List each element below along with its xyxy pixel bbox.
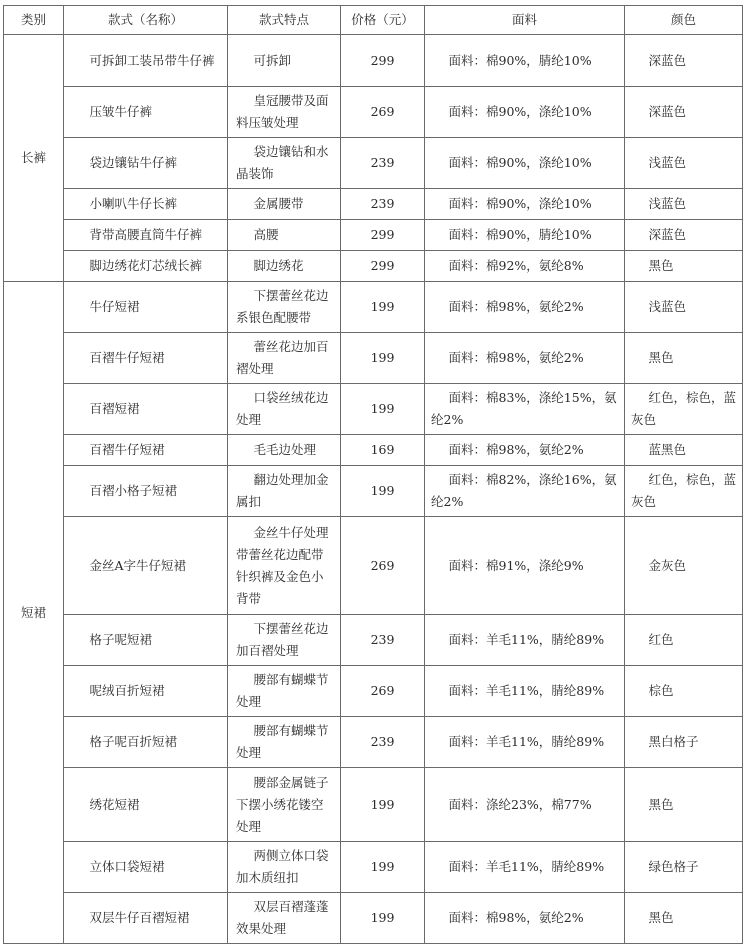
price-cell: 239 — [341, 615, 425, 666]
fabric-cell: 面料：棉83%，涤纶15%，氨纶2% — [425, 384, 625, 435]
style-name-cell: 小喇叭牛仔长裤 — [64, 189, 228, 220]
header-color: 颜色 — [625, 6, 743, 35]
color-cell: 深蓝色 — [625, 220, 743, 251]
style-name-cell: 双层牛仔百褶短裙 — [64, 893, 228, 944]
style-feature-cell: 金丝牛仔处理带蕾丝花边配带针织裤及金色小背带 — [228, 517, 341, 615]
table-row — [4, 893, 743, 944]
fabric-cell: 面料：涤纶23%，棉77% — [425, 768, 625, 842]
style-feature-cell: 皇冠腰带及面料压皱处理 — [228, 87, 341, 138]
style-name-cell: 百褶短裙 — [64, 384, 228, 435]
style-name-cell: 脚边绣花灯芯绒长裤 — [64, 251, 228, 282]
style-name-cell: 袋边镶钻牛仔裤 — [64, 138, 228, 189]
color-cell: 浅蓝色 — [625, 282, 743, 333]
style-feature-cell: 口袋丝绒花边处理 — [228, 384, 341, 435]
price-cell: 269 — [341, 87, 425, 138]
style-name-cell: 可拆卸工装吊带牛仔裤 — [64, 35, 228, 87]
price-cell: 239 — [341, 138, 425, 189]
table-row — [4, 282, 743, 333]
style-name-cell: 背带高腰直筒牛仔裤 — [64, 220, 228, 251]
color-cell: 红色 — [625, 615, 743, 666]
price-cell: 269 — [341, 666, 425, 717]
header-row — [4, 6, 743, 35]
header-price: 价格（元） — [341, 6, 425, 35]
fabric-cell: 面料：棉91%，涤纶9% — [425, 517, 625, 615]
style-name-cell: 压皱牛仔裤 — [64, 87, 228, 138]
header-style-name: 款式（名称） — [64, 6, 228, 35]
table-row — [4, 384, 743, 435]
price-cell: 199 — [341, 768, 425, 842]
fabric-cell: 面料：羊毛11%，腈纶89% — [425, 666, 625, 717]
table-row — [4, 717, 743, 768]
fabric-cell: 面料：羊毛11%，腈纶89% — [425, 842, 625, 893]
table-row — [4, 35, 743, 87]
table-row — [4, 842, 743, 893]
category-cell: 短裙 — [4, 282, 64, 944]
color-cell: 蓝黑色 — [625, 435, 743, 466]
style-name-cell: 百褶牛仔短裙 — [64, 435, 228, 466]
color-cell: 黑白格子 — [625, 717, 743, 768]
table-row — [4, 466, 743, 517]
color-cell: 金灰色 — [625, 517, 743, 615]
style-feature-cell: 金属腰带 — [228, 189, 341, 220]
price-cell: 169 — [341, 435, 425, 466]
header-category: 类别 — [4, 6, 64, 35]
color-cell: 红色，棕色，蓝灰色 — [625, 466, 743, 517]
price-cell: 299 — [341, 35, 425, 87]
table-row — [4, 435, 743, 466]
color-cell: 棕色 — [625, 666, 743, 717]
style-name-cell: 百褶小格子短裙 — [64, 466, 228, 517]
table-row — [4, 138, 743, 189]
style-feature-cell: 脚边绣花 — [228, 251, 341, 282]
table-row — [4, 189, 743, 220]
price-cell: 199 — [341, 893, 425, 944]
color-cell: 深蓝色 — [625, 35, 743, 87]
style-name-cell: 金丝A字牛仔短裙 — [64, 517, 228, 615]
style-feature-cell: 下摆蕾丝花边加百褶处理 — [228, 615, 341, 666]
style-name-cell: 格子呢短裙 — [64, 615, 228, 666]
price-cell: 299 — [341, 251, 425, 282]
style-name-cell: 绣花短裙 — [64, 768, 228, 842]
product-table — [3, 5, 743, 944]
price-cell: 199 — [341, 466, 425, 517]
style-feature-cell: 下摆蕾丝花边系银色配腰带 — [228, 282, 341, 333]
style-feature-cell: 高腰 — [228, 220, 341, 251]
style-feature-cell: 双层百褶蓬蓬效果处理 — [228, 893, 341, 944]
price-cell: 269 — [341, 517, 425, 615]
color-cell: 绿色格子 — [625, 842, 743, 893]
header-style-feature: 款式特点 — [228, 6, 341, 35]
price-cell: 239 — [341, 717, 425, 768]
style-feature-cell: 毛毛边处理 — [228, 435, 341, 466]
fabric-cell: 面料：棉98%，氨纶2% — [425, 333, 625, 384]
color-cell: 浅蓝色 — [625, 189, 743, 220]
fabric-cell: 面料：棉98%，氨纶2% — [425, 282, 625, 333]
table-row — [4, 220, 743, 251]
table-row — [4, 768, 743, 842]
style-name-cell: 格子呢百折短裙 — [64, 717, 228, 768]
table-row — [4, 251, 743, 282]
price-cell: 199 — [341, 282, 425, 333]
table-row — [4, 615, 743, 666]
style-name-cell: 呢绒百折短裙 — [64, 666, 228, 717]
color-cell: 黑色 — [625, 333, 743, 384]
style-feature-cell: 腰部有蝴蝶节处理 — [228, 717, 341, 768]
color-cell: 黑色 — [625, 893, 743, 944]
price-cell: 299 — [341, 220, 425, 251]
color-cell: 红色，棕色，蓝灰色 — [625, 384, 743, 435]
fabric-cell: 面料：棉82%，涤纶16%，氨纶2% — [425, 466, 625, 517]
style-feature-cell: 可拆卸 — [228, 35, 341, 87]
price-cell: 239 — [341, 189, 425, 220]
style-name-cell: 立体口袋短裙 — [64, 842, 228, 893]
style-feature-cell: 蕾丝花边加百褶处理 — [228, 333, 341, 384]
table-row — [4, 333, 743, 384]
color-cell: 深蓝色 — [625, 87, 743, 138]
color-cell: 黑色 — [625, 768, 743, 842]
style-feature-cell: 两侧立体口袋加木质纽扣 — [228, 842, 341, 893]
fabric-cell: 面料：棉90%，腈纶10% — [425, 220, 625, 251]
fabric-cell: 面料：羊毛11%，腈纶89% — [425, 717, 625, 768]
fabric-cell: 面料：棉90%，涤纶10% — [425, 189, 625, 220]
category-cell: 长裤 — [4, 35, 64, 282]
style-feature-cell: 翻边处理加金属扣 — [228, 466, 341, 517]
fabric-cell: 面料：棉90%，涤纶10% — [425, 138, 625, 189]
style-name-cell: 牛仔短裙 — [64, 282, 228, 333]
price-cell: 199 — [341, 333, 425, 384]
fabric-cell: 面料：棉90%，涤纶10% — [425, 87, 625, 138]
style-feature-cell: 腰部有蝴蝶节处理 — [228, 666, 341, 717]
fabric-cell: 面料：棉92%，氨纶8% — [425, 251, 625, 282]
fabric-cell: 面料：棉98%，氨纶2% — [425, 893, 625, 944]
header-fabric: 面料 — [425, 6, 625, 35]
table-row — [4, 666, 743, 717]
table-row — [4, 87, 743, 138]
table-body — [4, 35, 743, 944]
table-row — [4, 517, 743, 615]
fabric-cell: 面料：棉98%，氨纶2% — [425, 435, 625, 466]
fabric-cell: 面料：棉90%，腈纶10% — [425, 35, 625, 87]
color-cell: 浅蓝色 — [625, 138, 743, 189]
color-cell: 黑色 — [625, 251, 743, 282]
style-name-cell: 百褶牛仔短裙 — [64, 333, 228, 384]
style-feature-cell: 袋边镶钻和水晶装饰 — [228, 138, 341, 189]
fabric-cell: 面料：羊毛11%，腈纶89% — [425, 615, 625, 666]
price-cell: 199 — [341, 384, 425, 435]
price-cell: 199 — [341, 842, 425, 893]
style-feature-cell: 腰部金属链子下摆小绣花镂空处理 — [228, 768, 341, 842]
